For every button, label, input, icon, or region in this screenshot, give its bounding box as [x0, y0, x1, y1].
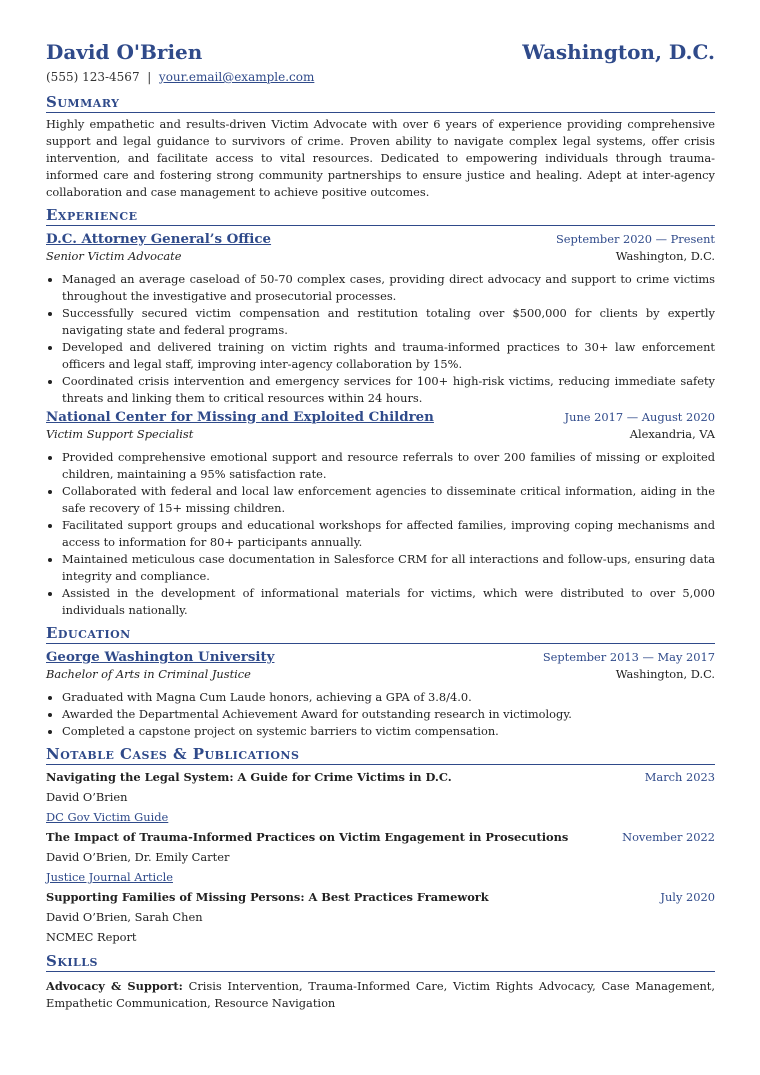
publication-date: July 2020 [660, 890, 715, 904]
education-heading: Education [46, 625, 715, 644]
job-bullet: • Successfully secured victim compensation and restitution totaling over $500,000 for clients by expertly navigating state and federal programs. [62, 305, 715, 339]
publications-section [46, 746, 715, 947]
job-bullet-list [46, 449, 715, 619]
job-bullet-list [46, 271, 715, 407]
phone-number: (555) 123-4567 [46, 70, 140, 84]
skills-section [46, 953, 715, 1012]
job-dates: September 2020 — Present [555, 232, 715, 246]
education-bullet-list [46, 689, 715, 740]
job-bullet: • Facilitated support groups and educational workshops for affected families, improving coping mechanisms and access to information for 80+ participants annually. [62, 517, 715, 551]
job-location: Alexandria, VA [629, 427, 715, 441]
education-location: Washington, D.C. [615, 667, 715, 681]
job-bullet: • Assisted in the development of informational materials for victims, which were distributed to over 5,000 individuals nationally. [62, 585, 715, 619]
education-dates: September 2013 — May 2017 [542, 650, 715, 664]
job-bullet: • Coordinated crisis intervention and emergency services for 100+ high-risk victims, reducing immediate safety threats and linking them to critical resources within 24 hours. [62, 373, 715, 407]
publication-source: NCMEC Report [46, 930, 137, 944]
publication-title: Navigating the Legal System: A Guide for Crime Victims in D.C. [46, 770, 452, 784]
school-link[interactable]: George Washington University [46, 649, 275, 665]
education-bullet: • Awarded the Departmental Achievement Award for outstanding research in victimology. [62, 706, 715, 723]
publication-entry [46, 887, 715, 947]
publication-date: November 2022 [622, 830, 715, 844]
education-bullet: • Completed a capstone project on systemic barriers to victim compensation. [62, 723, 715, 740]
job-organization-link[interactable]: National Center for Missing and Exploited Children [46, 409, 434, 425]
job-bullet: • Collaborated with federal and local law enforcement agencies to disseminate critical information, aiding in the safe recovery of 15+ missing children. [62, 483, 715, 517]
degree: Bachelor of Arts in Criminal Justice [46, 667, 251, 681]
candidate-location: Washington, D.C. [522, 40, 715, 64]
job-bullet: • Managed an average caseload of 50-70 complex cases, providing direct advocacy and support to crime victims throughout the investigative and prosecutorial processes. [62, 271, 715, 305]
publication-source-link[interactable]: Justice Journal Article [46, 870, 173, 884]
job-entry [46, 408, 715, 619]
education-entry [46, 648, 715, 740]
summary-section [46, 94, 715, 201]
job-dates: June 2017 — August 2020 [564, 410, 715, 424]
publication-date: March 2023 [644, 770, 715, 784]
skills-heading: Skills [46, 953, 715, 972]
skills-list: Crisis Intervention, Trauma-Informed Care, Victim Rights Advocacy, Case Management, Empathetic Communication, Resource Navigation [46, 979, 715, 1010]
summary-heading: Summary [46, 94, 715, 113]
skills-line [46, 978, 715, 1012]
publication-source-link[interactable]: DC Gov Victim Guide [46, 810, 169, 824]
job-entry [46, 230, 715, 407]
job-organization-link[interactable]: D.C. Attorney General’s Office [46, 231, 272, 247]
job-bullet: • Maintained meticulous case documentation in Salesforce CRM for all interactions and follow-ups, ensuring data integrity and compliance. [62, 551, 715, 585]
education-bullet: • Graduated with Magna Cum Laude honors, achieving a GPA of 3.8/4.0. [62, 689, 715, 706]
job-bullet: • Developed and delivered training on victim rights and trauma-informed practices to 30+ law enforcement officers and legal staff, improving inter-agency collaboration by 15%. [62, 339, 715, 373]
summary-text: Highly empathetic and results-driven Victim Advocate with over 6 years of experience providing comprehensive support and legal guidance to survivors of crime. Proven ability to navigate complex legal systems, offer crisis intervention, and facilitate access to vital resources. Dedicated to empowering individuals through trauma-informed care and fostering strong community partnerships to ensure justice and healing. Adept at inter-agency collaboration and case management to achieve positive outcomes. [46, 117, 715, 199]
publication-entry [46, 767, 715, 827]
candidate-name: David O'Brien [46, 40, 203, 64]
resume-header [46, 40, 715, 64]
experience-section [46, 207, 715, 619]
publication-authors: David O’Brien, Dr. Emily Carter [46, 850, 230, 864]
contact-line [46, 70, 715, 84]
skills-category-label: Advocacy & Support: [46, 979, 183, 993]
publication-authors: David O’Brien [46, 790, 128, 804]
resume-page [46, 40, 715, 1012]
publications-heading: Notable Cases & Publications [46, 746, 715, 765]
job-bullet: • Provided comprehensive emotional support and resource referrals to over 200 families of missing or exploited children, maintaining a 95% satisfaction rate. [62, 449, 715, 483]
job-location: Washington, D.C. [615, 249, 715, 263]
job-role: Senior Victim Advocate [46, 249, 182, 263]
contact-separator: | [147, 70, 152, 84]
publication-title: The Impact of Trauma-Informed Practices on Victim Engagement in Prosecutions [46, 830, 569, 844]
publication-title: Supporting Families of Missing Persons: A Best Practices Framework [46, 890, 489, 904]
experience-heading: Experience [46, 207, 715, 226]
publication-authors: David O’Brien, Sarah Chen [46, 910, 203, 924]
job-role: Victim Support Specialist [46, 427, 194, 441]
education-section [46, 625, 715, 740]
email-link[interactable]: your.email@example.com [158, 70, 315, 84]
publication-entry [46, 827, 715, 887]
